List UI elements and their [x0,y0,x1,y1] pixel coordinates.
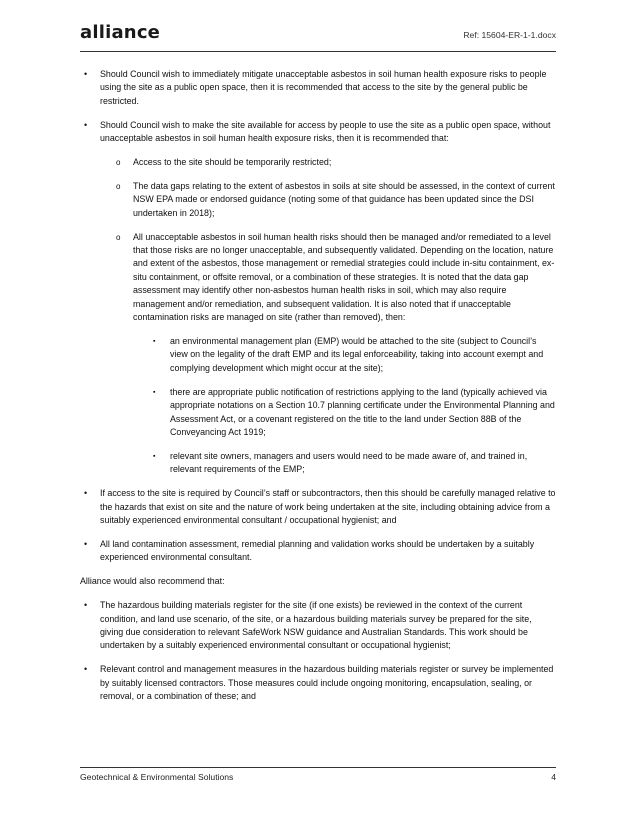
bullet-item [80,663,556,703]
footer-divider [80,767,556,768]
sub-bullet-text: The data gaps relating to the extent of asbestos in soils at site should be assessed, in the context of current NSW EPA made or endorsed guidance (noting some of that guidance has been updated since the DSI undertaken in 2018); [133,180,555,218]
sub-bullet-item [80,156,556,169]
bullet-text: The hazardous building materials register for the site (if one exists) be reviewed in the context of the current condition, and land use scenario, of the site, or a hazardous building materials survey be prepared for the site, giving due consideration to relevant SafeWork NSW guidance and Australian Standards. This work should be undertaken by a suitably experienced environmental consultant or occupational hygienist; [100,600,532,651]
bullet-text: Should Council wish to immediately mitigate unacceptable asbestos in soil human health exposure risks to people using the site as a public open space, then it is recommended that access to the site by the general public be restricted. [100,69,547,106]
sub-sub-bullet-item [80,450,556,477]
bullet-icon: • [84,538,88,549]
sub-sub-bullet-item [80,335,556,375]
bullet-item [80,119,556,146]
sub-sub-bullet-item [80,386,556,440]
square-bullet-icon: ▪ [153,388,156,396]
circle-bullet-icon: o [116,181,121,191]
sub-sub-bullet-text: an environmental management plan (EMP) would be attached to the site (subject to Council’s view on the legality of the draft EMP and its legal enforceability, taking into account exempt and complying development which might occur at the site); [170,336,544,373]
circle-bullet-icon: o [116,158,121,168]
bullet-item [80,68,556,108]
bullet-item [80,538,556,565]
footer-company-tagline: Geotechnical & Environmental Solutions [80,772,234,782]
bullet-icon: • [84,488,88,499]
sub-bullet-item [80,180,556,220]
bullet-icon: • [84,119,88,130]
sub-sub-bullet-text: relevant site owners, managers and users would need to be made aware of, and trained in, relevant requirements of the EMP; [170,450,528,475]
bullet-icon: • [84,664,88,675]
square-bullet-icon: ▪ [153,452,156,460]
page-header [80,22,556,52]
header-divider [80,51,556,52]
sub-bullet-item [80,231,556,325]
bullet-text: If access to the site is required by Council’s staff or subcontractors, then this should be carefully managed relative to the hazards that exist on site and the nature of work being undertaken at the site, including obtaining advice from a suitably experienced environmental consultant / occupational hygienist; and [100,488,556,525]
sub-bullet-text: Access to the site should be temporarily restricted; [133,157,332,168]
paragraph: Alliance would also recommend that: [80,576,225,587]
sub-bullet-text: All unacceptable asbestos in soil human health risks should then be managed and/or remediated to a level that those risks are no longer unacceptable, and subsequently validated. Depending on the location, nature and extent of the asbestos, those management or remedial strategies could include in-situ containment, ex-situ containment, or offsite removal, or a combination of these strategies. It is noted that the data gap assessment may identify other non-asbestos human health risks in soil, which may also require management and/or remediation, and subsequent validation. It is also noted that if unacceptable contamination risks are managed on site (rather than removed), then: [133,231,555,323]
page-number: 4 [551,772,556,782]
bullet-item [80,599,556,653]
bullet-text: All land contamination assessment, remedial planning and validation works should be undertaken by a suitably experienced environmental consultant. [100,538,535,563]
bullet-icon: • [84,600,88,611]
company-logo: alliance [80,22,161,43]
bullet-text: Relevant control and management measures in the hazardous building materials register or survey be implemented by suitably licensed contractors. Those measures could include ongoing monitoring, encapsulation, sealing, or removal, or a combination of these; and [100,664,554,702]
document-reference: Ref: 15604-ER-1-1.docx [463,30,556,40]
square-bullet-icon: ▪ [153,338,156,345]
bullet-text: Should Council wish to make the site available for access by people to use the site as a public open space, without unacceptable asbestos in soil human health exposure risks, then it is recommended that: [100,119,551,144]
document-body [80,68,556,714]
bullet-item [80,487,556,527]
sub-sub-bullet-text: there are appropriate public notification of restrictions applying to the land (typically achieved via appropriate notations on a Section 10.7 planning certificate under the Environmental Planning and Assessment Act, or a covenant registered on the title to the land under Section 88B of the Conveyancing Act 1919; [170,386,555,437]
bullet-icon: • [84,69,88,79]
circle-bullet-icon: o [116,232,121,242]
